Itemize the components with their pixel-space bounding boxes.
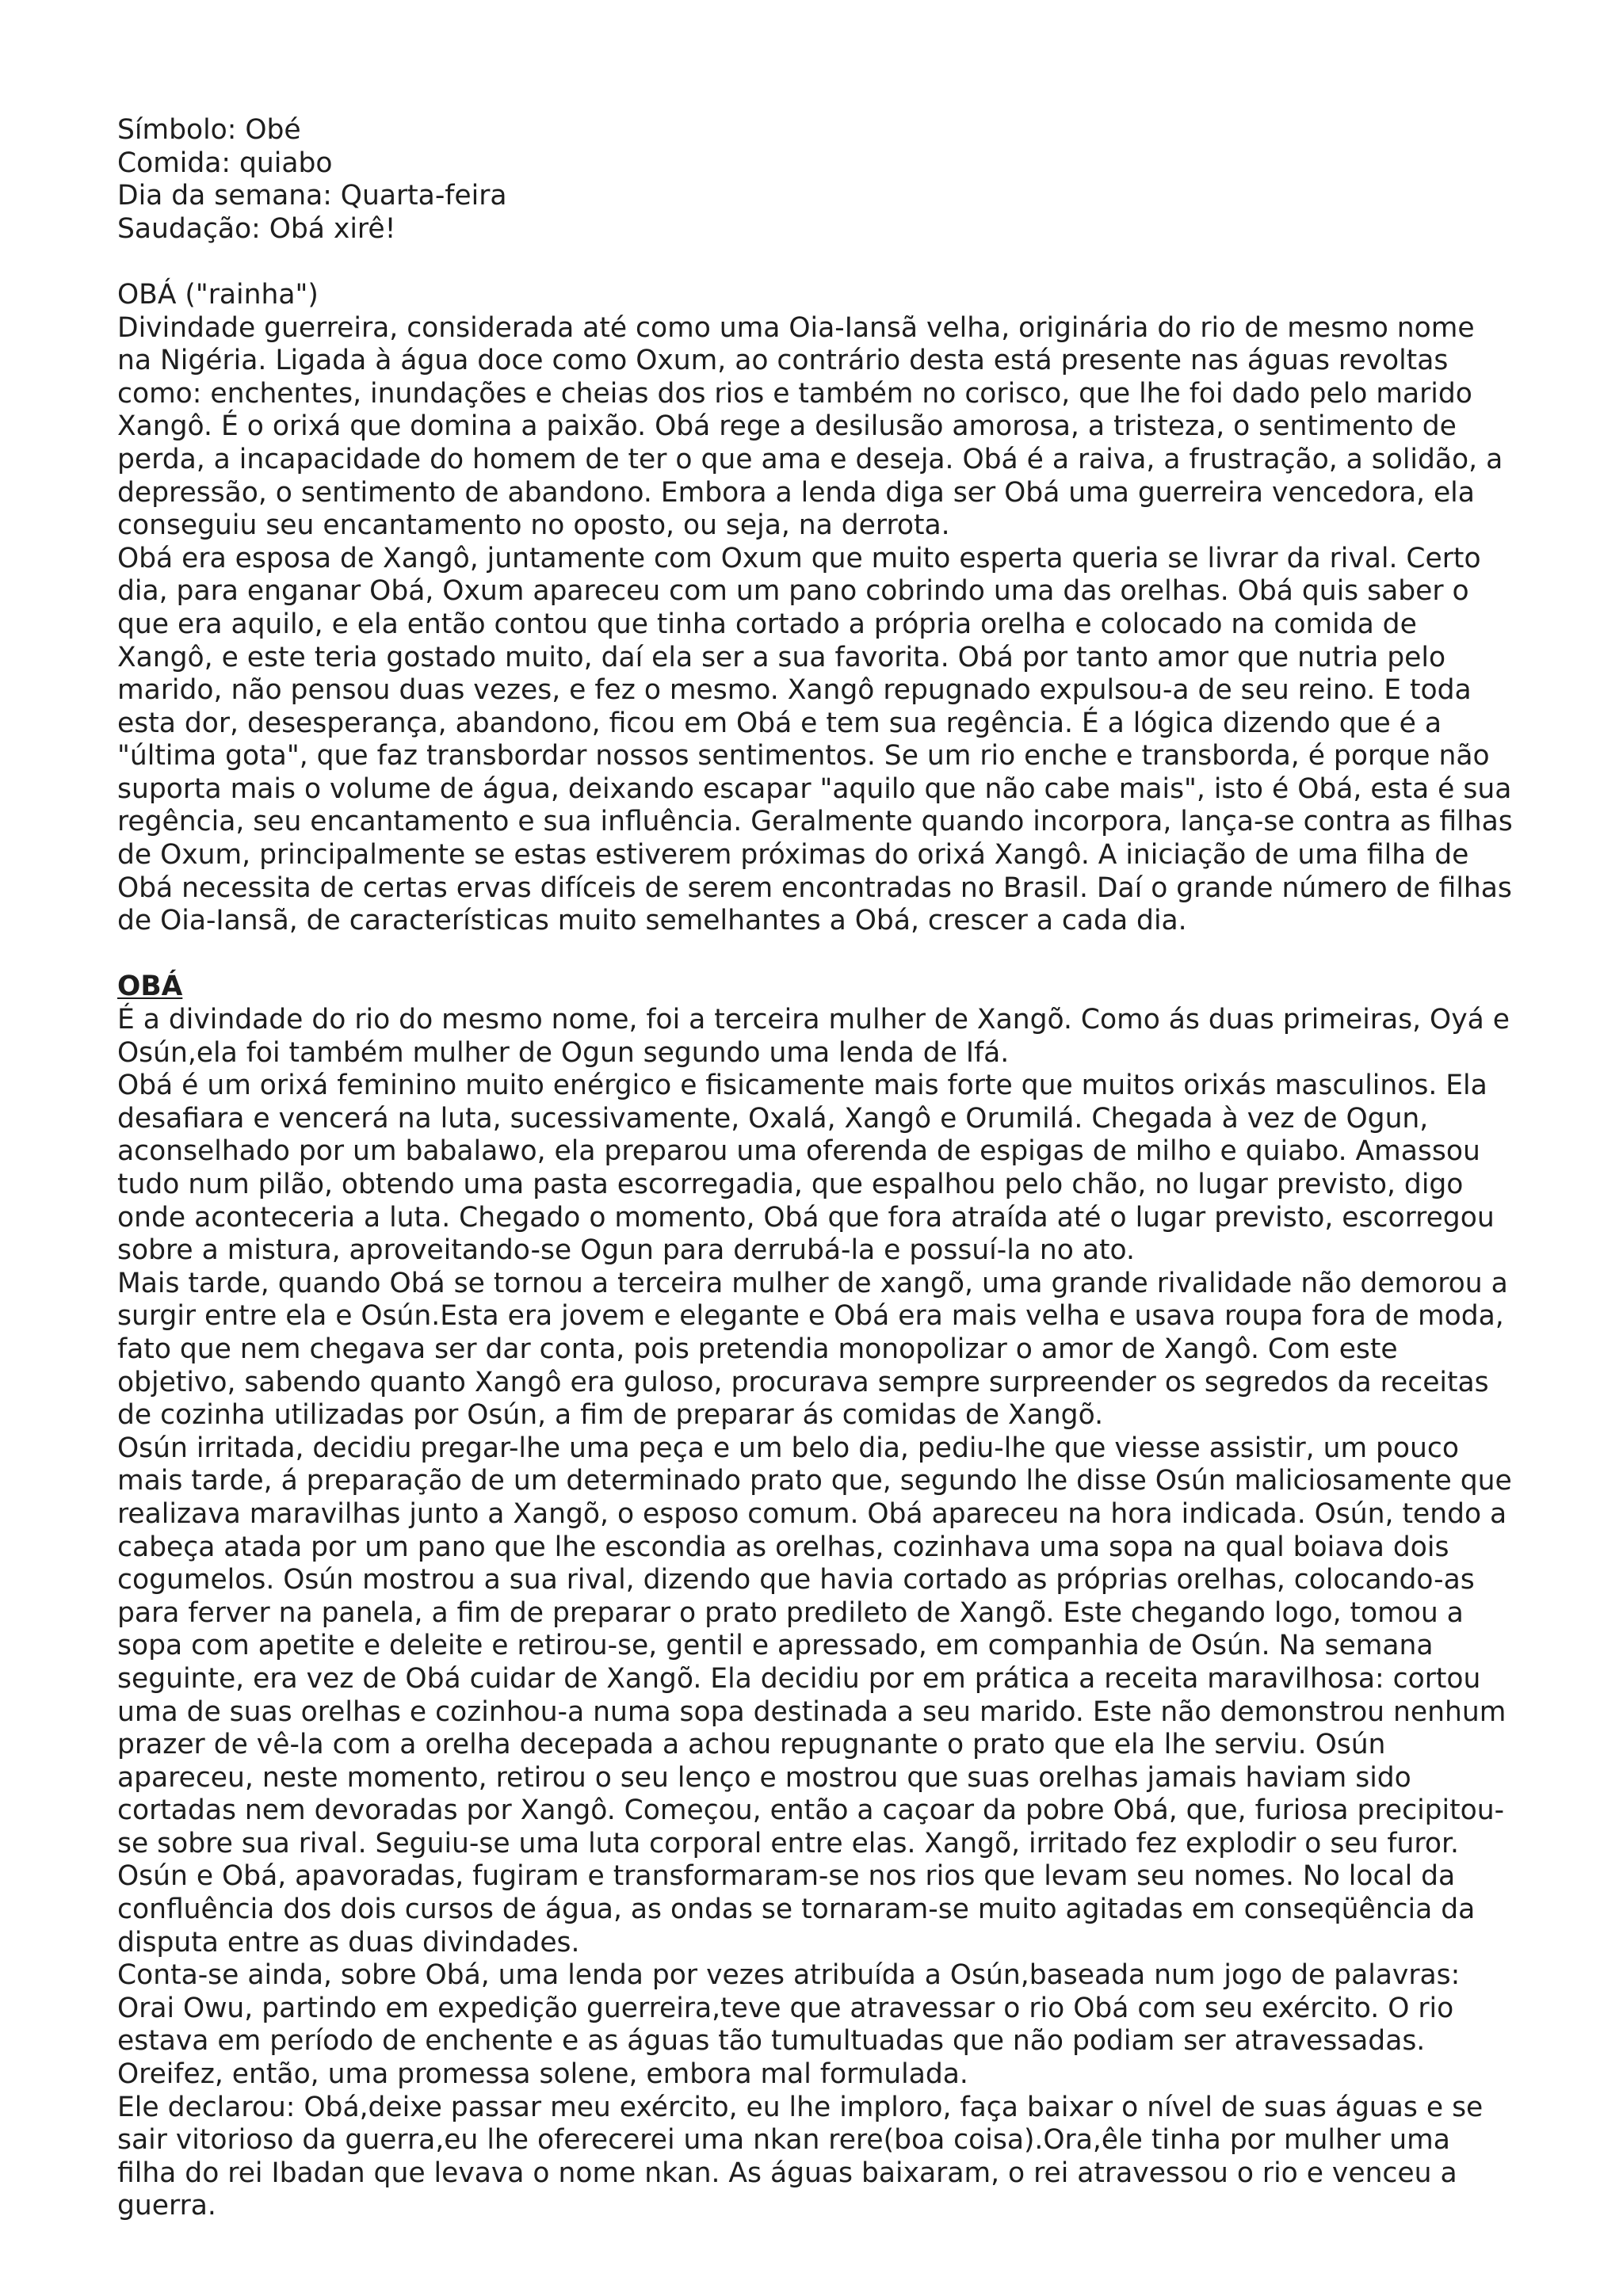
- symbol-line: Símbolo: Obé: [117, 114, 301, 146]
- spacer: [117, 938, 1514, 971]
- section2-title: OBÁ: [117, 971, 183, 1003]
- greeting-line: Saudação: Obá xirê!: [117, 212, 396, 245]
- section2-paragraph: Ele declarou: Obá,deixe passar meu exército, eu lhe imploro, faça baixar o nível de suas águas e se sair vitorioso da guerra,eu lhe oferecerei uma nkan rere(boa coisa).Ora,êle tinha por mulher uma filha do rei Ibadan que levava o nome nkan. As águas baixaram, o rei atravessou o rio e venceu a guerra.: [117, 2091, 1484, 2222]
- document-page: [117, 114, 1514, 2223]
- spacer: [117, 246, 1514, 279]
- section1-title: OBÁ ("rainha"): [117, 278, 319, 311]
- weekday-line: Dia da semana: Quarta-feira: [117, 180, 507, 212]
- section2-paragraph: Osún irritada, decidiu pregar-lhe uma peça e um belo dia, pediu-lhe que viesse assistir, um pouco mais tarde, á preparação de um determinado prato que, segundo lhe disse Osún maliciosamente que realizava maravilhas junto a Xangõ, o esposo comum. Obá apareceu na hora indicada. Osún, tendo a cabeça atada por um pano que lhe escondia as orelhas, cozinhava uma sopa na qual boiava dois cogumelos. Osún mostrou a sua rival, dizendo que havia cortado as próprias orelhas, colocando-as para ferver na panela, a fim de preparar o prato predileto de Xangõ. Este chegando logo, tomou a sopa com apetite e deleite e retirou-se, gentil e apressado, em companhia de Osún. Na semana seguinte, era vez de Obá cuidar de Xangõ. Ela decidiu por em prática a receita maravilhosa: cortou uma de suas orelhas e cozinhou-a numa sopa destinada a seu marido. Este não demonstrou nenhum prazer de vê-la com a orelha decepada a achou repugnante o prato que ela lhe serviu. Osún apareceu, neste momento, retirou o seu lenço e mostrou que suas orelhas jamais haviam sido cortadas nem devoradas por Xangô. Começou, então a caçoar da pobre Obá, que, furiosa precipitou-se sobre sua rival. Seguiu-se uma luta corporal entre elas. Xangõ, irritado fez explodir o seu furor. Osún e Obá, apavoradas, fugiram e transformaram-se nos rios que levam seu nomes. No local da confluência dos dois cursos de água, as ondas se tornaram-se muito agitadas em conseqüência da disputa entre as duas divindades.: [117, 1432, 1512, 1958]
- section2-paragraph: É a divindade do rio do mesmo nome, foi a terceira mulher de Xangõ. Como ás duas primeiras, Oyá e Osún,ela foi também mulher de Ogun segundo uma lenda de Ifá.: [117, 1004, 1510, 1069]
- section2-paragraph: Mais tarde, quando Obá se tornou a terceira mulher de xangõ, uma grande rivalidade não demorou a surgir entre ela e Osún.Esta era jovem e elegante e Obá era mais velha e usava roupa fora de moda, fato que nem chegava ser dar conta, pois pretendia monopolizar o amor de Xangô. Com este objetivo, sabendo quanto Xangô era guloso, procurava sempre surpreender os segredos da receitas de cozinha utilizadas por Osún, a fim de preparar ás comidas de Xangõ.: [117, 1267, 1508, 1432]
- section2-paragraph: Obá é um orixá feminino muito enérgico e fisicamente mais forte que muitos orixás masculinos. Ela desafiara e vencerá na luta, sucessivamente, Oxalá, Xangô e Orumilá. Chegada à vez de Ogun, aconselhado por um babalawo, ela preparou uma oferenda de espigas de milho e quiabo. Amassou tudo num pilão, obtendo uma pasta escorregadia, que espalhou pelo chão, no lugar previsto, digo onde aconteceria a luta. Chegado o momento, Obá que fora atraída até o lugar previsto, escorregou sobre a mistura, aproveitando-se Ogun para derrubá-la e possuí-la no ato.: [117, 1070, 1495, 1267]
- section2-paragraph: Conta-se ainda, sobre Obá, uma lenda por vezes atribuída a Osún,baseada num jogo de palavras: Orai Owu, partindo em expedição guerreira,teve que atravessar o rio Obá com seu exército. O rio estava em período de enchente e as águas tão tumultuadas que não podiam ser atravessadas. Oreifez, então, uma promessa solene, embora mal formulada.: [117, 1959, 1461, 2091]
- section1-paragraph: Divindade guerreira, considerada até como uma Oia-Iansã velha, originária do rio de mesmo nome na Nigéria. Ligada à água doce como Oxum, ao contrário desta está presente nas águas revoltas como: enchentes, inundações e cheias dos rios e também no corisco, que lhe foi dado pelo marido Xangô. É o orixá que domina a paixão. Obá rege a desilusão amorosa, a tristeza, o sentimento de perda, a incapacidade do homem de ter o que ama e deseja. Obá é a raiva, a frustração, a solidão, a depressão, o sentimento de abandono. Embora a lenda diga ser Obá uma guerreira vencedora, ela conseguiu seu encantamento no oposto, ou seja, na derrota.: [117, 311, 1503, 542]
- food-line: Comida: quiabo: [117, 147, 333, 179]
- section1-paragraph: Obá era esposa de Xangô, juntamente com Oxum que muito esperta queria se livrar da rival. Certo dia, para enganar Obá, Oxum apareceu com um pano cobrindo uma das orelhas. Obá quis saber o que era aquilo, e ela então contou que tinha cortado a própria orelha e colocado na comida de Xangô, e este teria gostado muito, daí ela ser a sua favorita. Obá por tanto amor que nutria pelo marido, não pensou duas vezes, e fez o mesmo. Xangô repugnado expulsou-a de seu reino. E toda esta dor, desesperança, abandono, ficou em Obá e tem sua regência. É a lógica dizendo que é a "última gota", que faz transbordar nossos sentimentos. Se um rio enche e transborda, é porque não suporta mais o volume de água, deixando escapar "aquilo que não cabe mais", isto é Obá, esta é sua regência, seu encantamento e sua influência. Geralmente quando incorpora, lança-se contra as filhas de Oxum, principalmente se estas estiverem próximas do orixá Xangô. A iniciação de uma filha de Obá necessita de certas ervas difíceis de serem encontradas no Brasil. Daí o grande número de filhas de Oia-Iansã, de características muito semelhantes a Obá, crescer a cada dia.: [117, 542, 1513, 937]
